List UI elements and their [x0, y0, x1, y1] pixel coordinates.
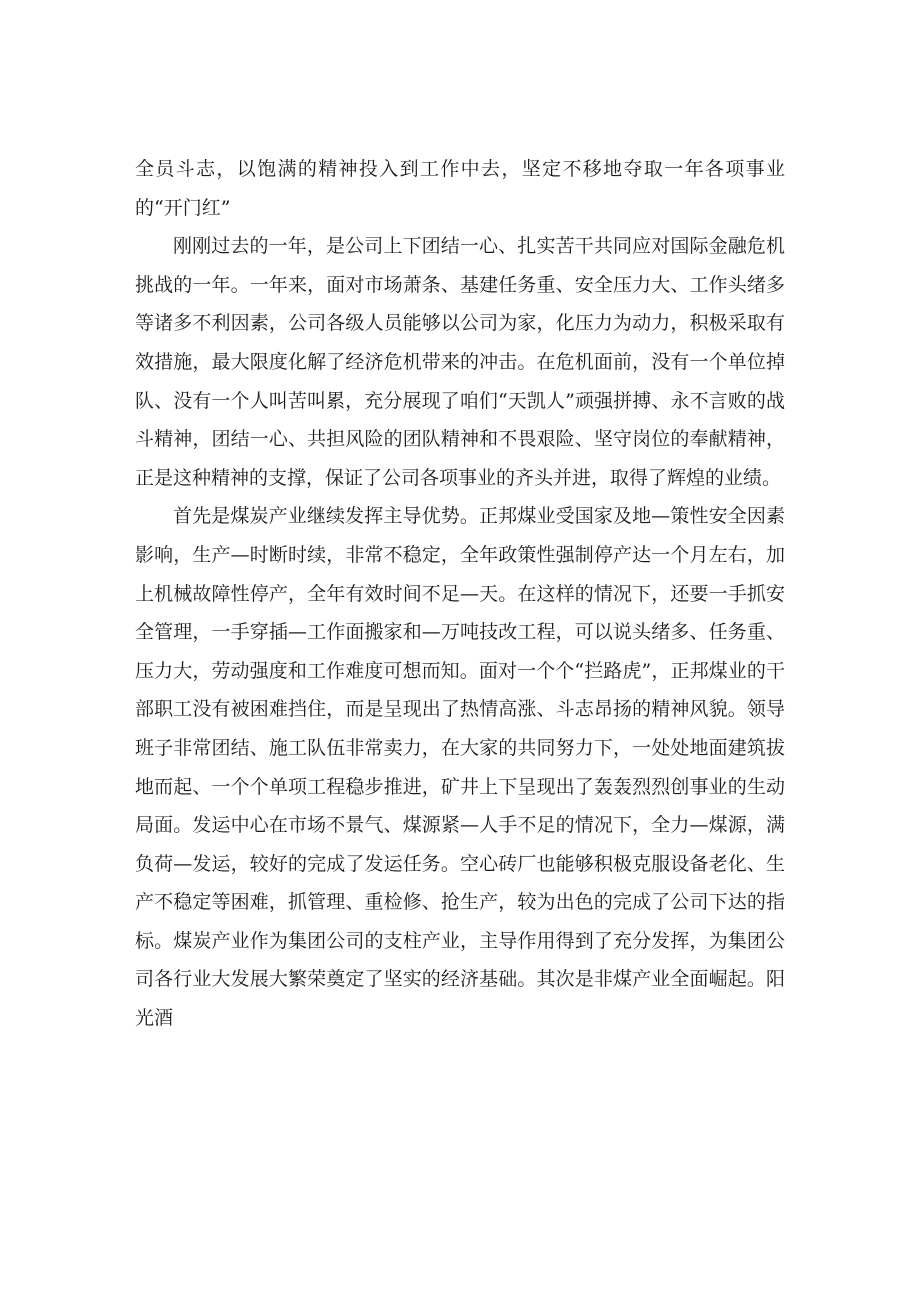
paragraph-2: 刚刚过去的一年，是公司上下团结一心、扎实苦干共同应对国际金融危机挑战的一年。一年来，面对市场萧条、基建任务重、安全压力大、工作头绪多等诸多不利因素，公司各级人员能够以公司为家，化压力为动力，积极采取有效措施，最大限度化解了经济危机带来的冲击。在危机面前，没有一个单位掉队、没有一个人叫苦叫累，充分展现了咱们“天凯人”顽强拼搏、永不言败的战斗精神，团结一心、共担风险的团队精神和不畏艰险、坚守岗位的奉献精神，正是这种精神的支撑，保证了公司各项事业的齐头并进，取得了辉煌的业绩。: [135, 235, 785, 489]
document-body: [135, 150, 785, 1038]
paragraph-3: 首先是煤炭产业继续发挥主导优势。正邦煤业受国家及地—策性安全因素影响，生产—时断时续，非常不稳定，全年政策性强制停产达一个月左右，加上机械故障性停产，全年有效时间不足—天。在这样的情况下，还要一手抓安全管理，一手穿插—工作面搬家和—万吨技改工程，可以说头绪多、任务重、压力大，劳动强度和工作难度可想而知。面对一个个“拦路虎”，正邦煤业的干部职工没有被困难挡住，而是呈现出了热情高涨、斗志昂扬的精神风貌。领导班子非常团结、施工队伍非常卖力，在大家的共同努力下，一处处地面建筑拔地而起、一个个单项工程稳步推进，矿井上下呈现出了轰轰烈烈创事业的生动局面。发运中心在市场不景气、煤源紧—人手不足的情况下，全力—煤源，满负荷—发运，较好的完成了发运任务。空心砖厂也能够积极克服设备老化、生产不稳定等困难，抓管理、重检修、抢生产，较为出色的完成了公司下达的指标。煤炭产业作为集团公司的支柱产业，主导作用得到了充分发挥，为集团公司各行业大发展大繁荣奠定了坚实的经济基础。其次是非煤产业全面崛起。阳光酒: [135, 505, 785, 1030]
paragraph-1: 全员斗志，以饱满的精神投入到工作中去，坚定不移地夺取一年各项事业的“开门红”: [135, 158, 785, 219]
